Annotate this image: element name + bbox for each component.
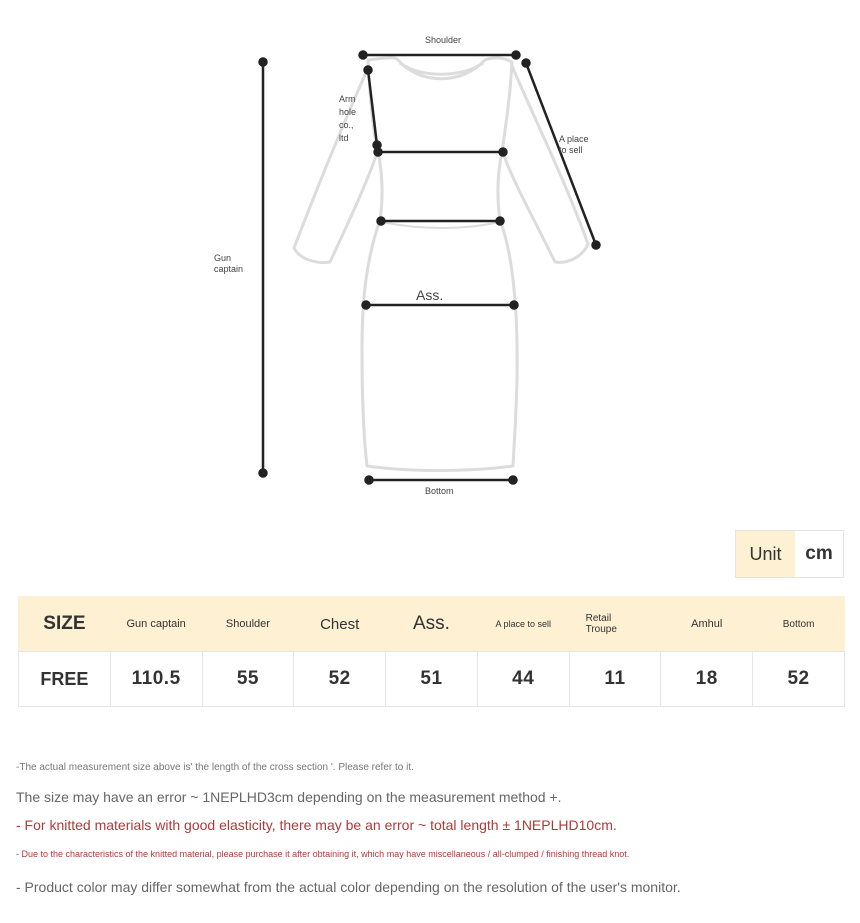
bottom-label: Bottom [425,486,454,496]
table-header-row [19,597,845,652]
cell-retail-troupe: 11 [569,652,661,707]
sleeve-label-line: A place [559,134,589,144]
armhole-label-line: hole [339,107,357,117]
hip-label: Ass. [416,287,444,303]
header-length: Gun captain [110,597,202,652]
cell-hip: 51 [386,652,478,707]
header-troupe-line: Troupe [585,624,617,635]
length-label-line: Gun [214,253,232,263]
note-color-difference: - Product color may differ somewhat from the actual color depending on the resolution of the user's monitor. [16,879,681,895]
header-hip: Ass. [386,597,478,652]
header-retail-troupe [569,597,661,652]
note-error-range: The size may have an error ~ 1NEPLHD3cm depending on the measurement method +. [16,789,562,805]
header-chest: Chest [294,597,386,652]
length-label [214,253,243,274]
sleeve-label-line: to sell [559,145,583,155]
header-bottom: Bottom [753,597,845,652]
sleeve-label [559,134,591,155]
unit-value: cm [805,543,833,564]
note-measurement: -The actual measurement size above is' the length of the cross section '. Please refer to it. [16,762,414,773]
unit-box [735,530,844,578]
cell-sleeve: 44 [477,652,569,707]
size-table [18,596,845,707]
unit-label: Unit [736,531,795,577]
header-shoulder: Shoulder [202,597,294,652]
cell-chest: 52 [294,652,386,707]
cell-bottom: 52 [753,652,845,707]
cell-armhole: 18 [661,652,753,707]
cell-shoulder: 55 [202,652,294,707]
armhole-label-line: co., [339,120,354,130]
header-retail-line: Retail [585,613,612,624]
header-armhole: Amhul [661,597,753,652]
table-row [19,652,845,707]
cell-length: 110.5 [110,652,202,707]
armhole-label-line: Arm [339,94,356,104]
length-label-line: captain [214,264,244,274]
header-sleeve: A place to sell [477,597,569,652]
armhole-label-line: ltd [339,133,349,143]
note-knit-elasticity: - For knitted materials with good elasticity, there may be an error ~ total length ± 1NEPLHD10cm. [16,817,617,833]
cell-size: FREE [19,652,111,707]
header-size: SIZE [19,597,111,652]
shoulder-label: Shoulder [425,35,462,45]
note-knit-characteristics: - Due to the characteristics of the knitted material, please purchase it after obtaining it, which may have miscellaneous / all-clumped / finishing thread knot. [16,849,630,859]
